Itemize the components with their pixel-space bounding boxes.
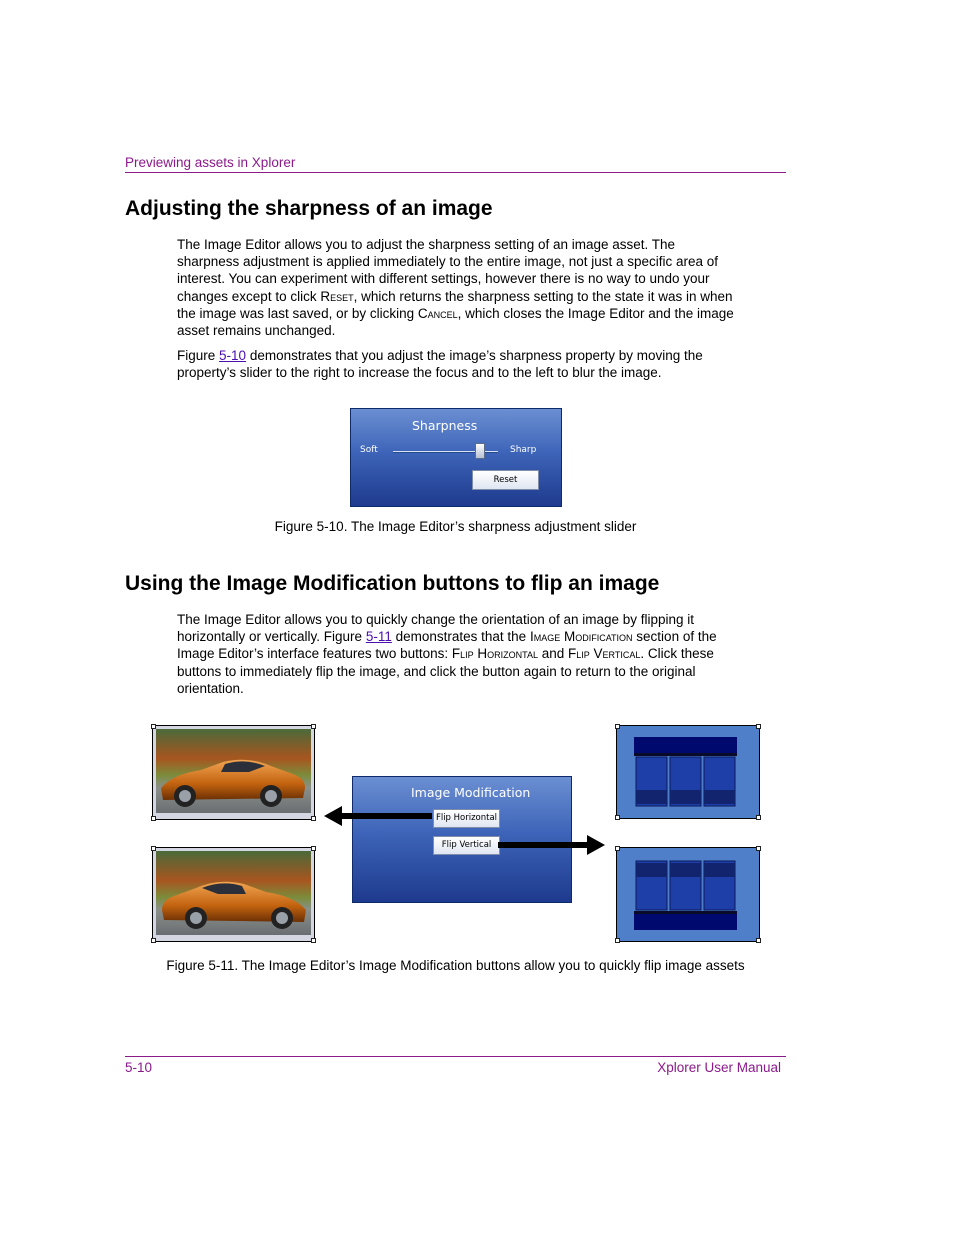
image-modification-term: Image Modification xyxy=(529,629,633,645)
figure-link-5-10[interactable]: 5-10 xyxy=(219,348,247,364)
figure-5-11-caption: Figure 5-11. The Image Editor’s Image Modification buttons allow you to quickly flip image assets xyxy=(166,958,745,973)
text: demonstrates that you adjust the image’s sharpness property by moving the property’s slider to the right to increase the focus and to the left to blur the image. xyxy=(177,348,703,381)
selection-handle xyxy=(151,816,156,821)
flip-horizontal-term: Flip Horizontal xyxy=(451,646,538,662)
selection-handle xyxy=(615,846,620,851)
car-image xyxy=(153,726,314,819)
selection-handle xyxy=(615,815,620,820)
selection-handle xyxy=(311,816,316,821)
sharpness-slider-thumb[interactable] xyxy=(475,443,485,459)
text: Figure xyxy=(177,348,220,364)
section-body-sharpness xyxy=(177,236,737,390)
selection-handle xyxy=(311,846,316,851)
cancel-term: Cancel xyxy=(417,305,458,321)
left-arrow xyxy=(324,806,434,826)
text: section of the Image Editor’s interface features two buttons: xyxy=(177,629,717,662)
flip-vertical-button[interactable]: Flip Vertical xyxy=(433,836,500,855)
soft-label: Soft xyxy=(360,445,378,455)
selection-handle xyxy=(151,846,156,851)
figure-link-5-11[interactable]: 5-11 xyxy=(365,629,392,645)
flip-horizontal-button[interactable]: Flip Horizontal xyxy=(433,809,500,828)
page-number: 5-10 xyxy=(125,1060,153,1075)
paragraph xyxy=(177,347,737,381)
selection-handle xyxy=(756,815,761,820)
selection-handle xyxy=(311,938,316,943)
image-modification-title: Image Modification xyxy=(411,785,531,800)
footer-rule xyxy=(125,1056,786,1057)
text: The Image Editor allows you to adjust the sharpness setting of an image asset. The sharpness adjustment is applied immediately to the entire image, not just a specific area of interest. You can experiment with different settings, however there is no way to undo your changes except to click xyxy=(177,237,719,304)
selection-handle xyxy=(756,938,761,943)
paragraph xyxy=(177,236,737,339)
section-heading-sharpness: Adjusting the sharpness of an image xyxy=(125,197,493,220)
paragraph xyxy=(177,611,737,697)
layout-thumbnail-original xyxy=(616,725,760,819)
running-header: Previewing assets in Xplorer xyxy=(125,155,296,170)
selection-handle xyxy=(151,938,156,943)
text: demonstrates that the xyxy=(391,629,530,645)
selection-handle xyxy=(151,724,156,729)
selection-handle xyxy=(756,846,761,851)
selection-handle xyxy=(615,938,620,943)
selection-handle xyxy=(311,724,316,729)
sharpness-panel xyxy=(350,408,562,507)
layout-image xyxy=(617,726,759,818)
flip-vertical-term: Flip Vertical xyxy=(568,646,641,662)
reset-button[interactable]: Reset xyxy=(472,470,539,490)
text: , which returns the sharpness setting to the state it was in when the image was last saved, or by clicking xyxy=(177,288,733,321)
selection-handle xyxy=(756,724,761,729)
text: The Image Editor allows you to quickly change the orientation of an image by flipping it horizontally or vertically. Figure xyxy=(177,612,695,645)
car-thumbnail-original xyxy=(152,725,315,820)
layout-thumbnail-flipped xyxy=(616,847,760,942)
section-heading-flip: Using the Image Modification buttons to flip an image xyxy=(125,572,660,595)
section-body-flip xyxy=(177,611,737,705)
text: , which closes the Image Editor and the image asset remains unchanged. xyxy=(177,305,734,339)
selection-handle xyxy=(615,724,620,729)
reset-term: Reset xyxy=(320,288,354,304)
sharp-label: Sharp xyxy=(510,445,537,455)
manual-title: Xplorer User Manual xyxy=(657,1060,781,1075)
text: and xyxy=(538,646,569,662)
car-image-flipped xyxy=(153,848,314,941)
text: . Click these buttons to immediately flip the image, and click the button again to return to the original orientation. xyxy=(177,646,714,696)
car-thumbnail-flipped xyxy=(152,847,315,942)
right-arrow xyxy=(498,835,606,855)
sharpness-panel-title: Sharpness xyxy=(412,418,478,433)
header-rule xyxy=(125,172,786,173)
figure-5-10-caption: Figure 5-10. The Image Editor’s sharpness adjustment slider xyxy=(274,519,637,534)
layout-image-flipped xyxy=(617,848,759,941)
